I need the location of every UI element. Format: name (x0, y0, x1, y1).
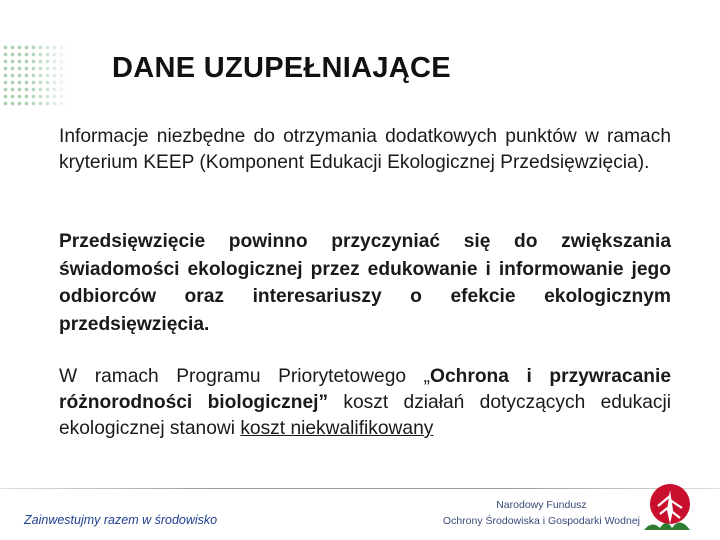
program-name: Ochrona i przywracanie różnorodności biologicznej” (59, 366, 671, 413)
paragraph-keep-info: Informacje niezbędne do otrzymania dodatkowych punktów w ramach kryterium KEEP (Komponent Edukacji Ekologicznej Przedsięwzięcia). (59, 126, 671, 173)
page-title: DANE UZUPEŁNIAJĄCE (112, 52, 451, 84)
paragraph-program-cost-part2: koszt działań dotyczących edukacji ekologicznej stanowi (59, 392, 671, 439)
fund-name-line2: Ochrony Środowiska i Gospodarki Wodnej (442, 515, 640, 527)
footer-divider (0, 488, 720, 489)
footer-slogan: Zainwestujmy razem w środowisko (24, 513, 218, 527)
fund-name (443, 497, 640, 529)
logo-green-leaves (644, 522, 690, 530)
nfosigw-logo-icon (640, 480, 696, 536)
fund-name-line1: Narodowy Fundusz (496, 499, 587, 511)
paragraph-awareness: Przedsięwzięcie powinno przyczyniać się do zwiększania świadomości ekologicznej przez edukowanie i informowanie jego odbiorców oraz interesariuszy o efekcie ekologicznym przedsięwzięcia. (59, 231, 671, 335)
dot-grid-fade (2, 44, 68, 106)
non-eligible-cost: koszt niekwalifikowany (240, 418, 434, 439)
paragraph-program-cost-part1: W ramach Programu Priorytetowego „ (59, 366, 431, 387)
paragraph-program-cost (59, 364, 671, 442)
